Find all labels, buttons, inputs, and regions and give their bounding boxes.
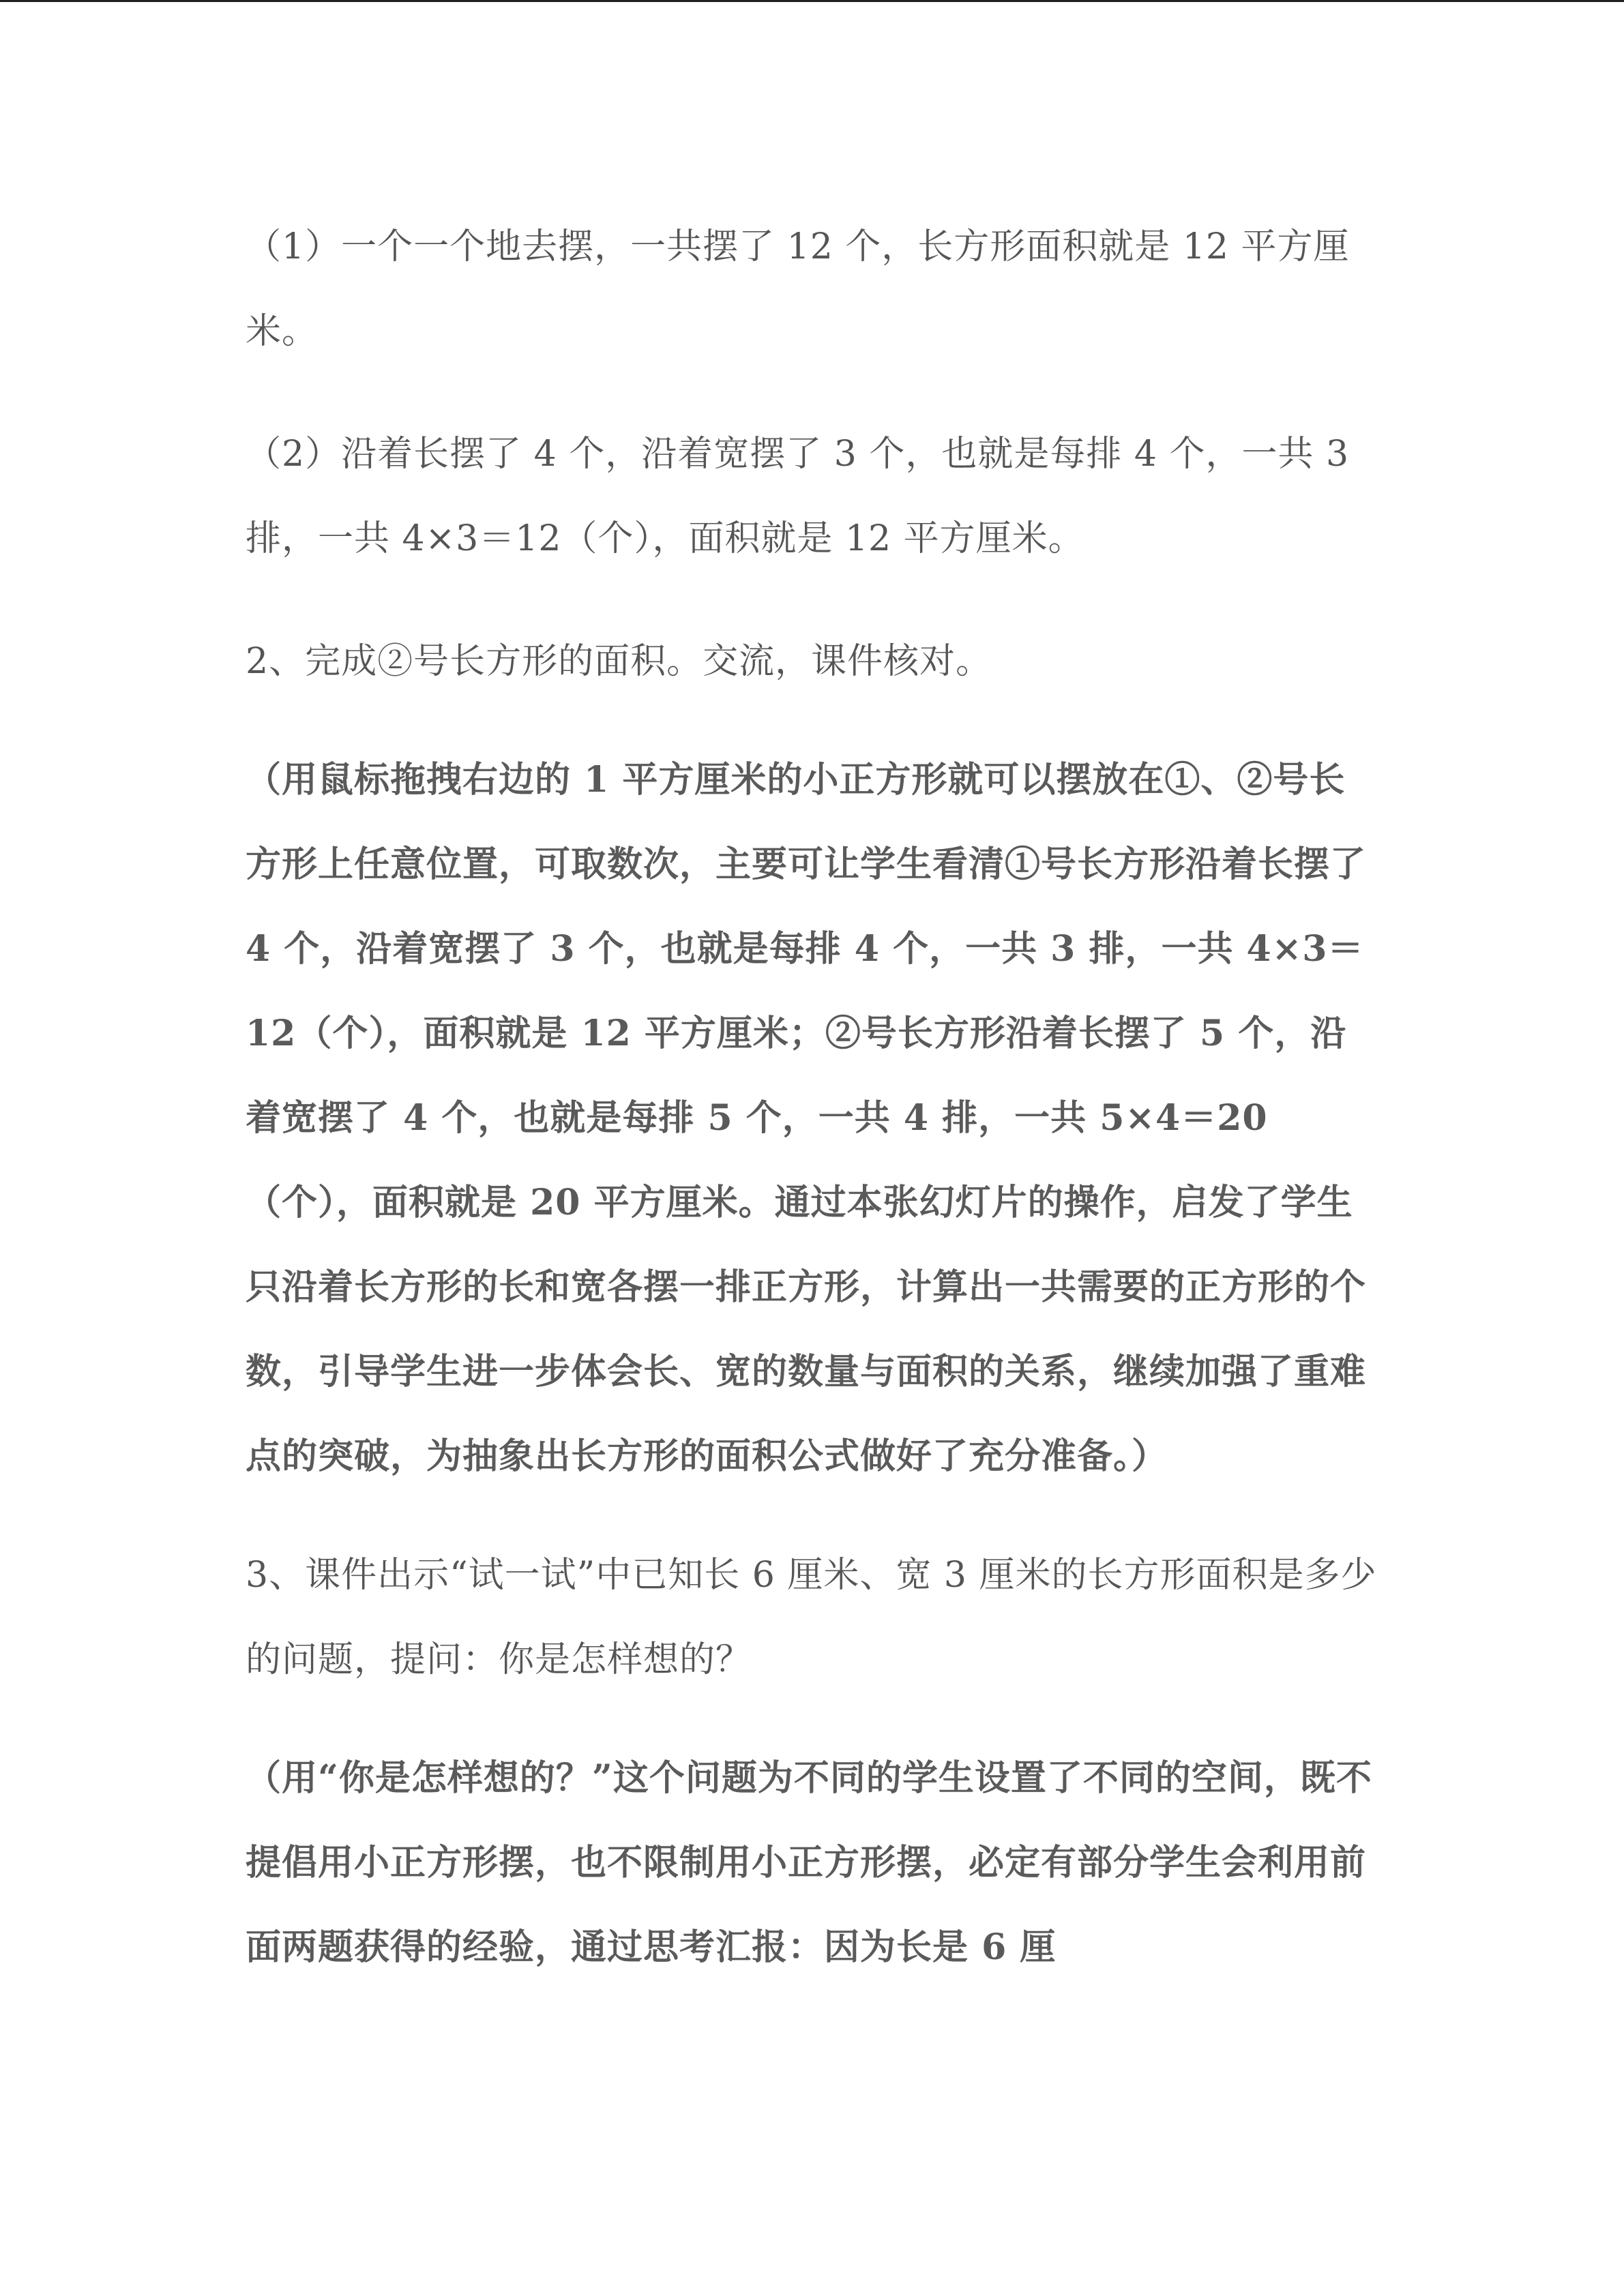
paragraph-gap (246, 1702, 1378, 1736)
document-page (246, 205, 1378, 1990)
top-border-line (0, 0, 1624, 2)
paragraph-step-1: （1）一个一个地去摆，一共摆了 12 个，长方形面积就是 12 平方厘米。 (246, 226, 1350, 352)
paragraph-task-3: 3、课件出示“试一试”中已知长 6 厘米、宽 3 厘米的长方形面积是多少的问题，提问：你是怎样想的？ (246, 1555, 1377, 1680)
paragraph-note-thinking: （用“你是怎样想的？”这个问题为不同的学生设置了不同的空间，既不提倡用小正方形摆，也不限制用小正方形摆，必定有部分学生会利用前面两题获得的经验，通过思考汇报：因为长是 6 厘 (246, 1757, 1372, 1968)
paragraph-gap (246, 374, 1378, 412)
paragraph-step-2: （2）沿着长摆了 4 个，沿着宽摆了 3 个，也就是每排 4 个，一共 3 排，一共 4×3＝12（个），面积就是 12 平方厘米。 (246, 434, 1350, 559)
paragraph-gap (246, 581, 1378, 619)
paragraph-gap (246, 704, 1378, 738)
paragraph-task-2: 2、完成②号长方形的面积。交流，课件核对。 (246, 641, 992, 682)
paragraph-note-courseware: （用鼠标拖拽右边的 1 平方厘米的小正方形就可以摆放在①、②号长方形上任意位置，可取数次，主要可让学生看清①号长方形沿着长摆了 4 个，沿着宽摆了 3 个，也就是每排 4 个，一共 3 排，一共 4×3＝12（个），面积就是 12 平方厘米；②号长方形沿着长摆了 5 个，沿着宽摆了 4 个，也就是每排 5 个，一共 4 排，一共 5×4＝20（个），面积就是 20 平方厘米。通过本张幻灯片的操作，启发了学生只沿着长方形的长和宽各摆一排正方形，计算出一共需要的正方形的个数，引导学生进一步体会长、宽的数量与面积的关系，继续加强了重难点的突破，为抽象出长方形的面积公式做好了充分准备。） (246, 759, 1367, 1477)
paragraph-gap (246, 1499, 1378, 1533)
